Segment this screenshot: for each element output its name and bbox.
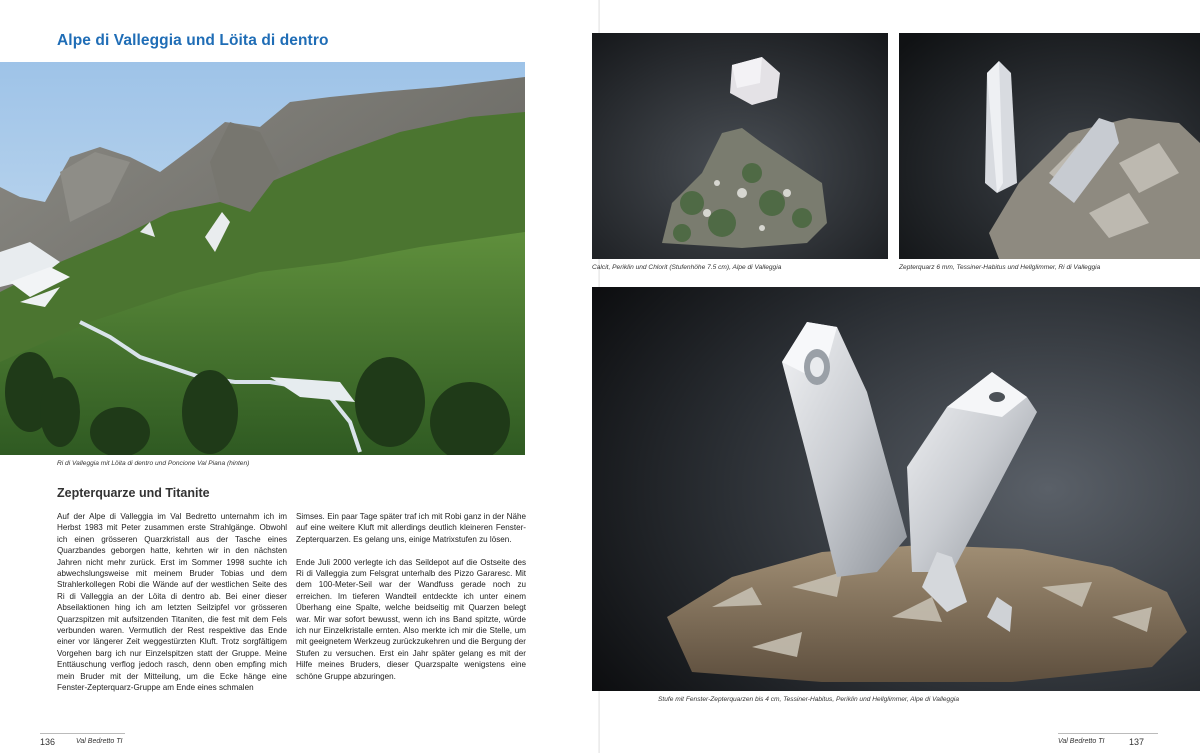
footer-rule bbox=[40, 733, 125, 734]
zepter-quartz-photo bbox=[899, 33, 1200, 259]
fenster-zepter-quartz-photo bbox=[592, 287, 1200, 691]
calcite-caption: Calcit, Periklin und Chlorit (Stufenhöhe 7.5 cm), Alpe di Valleggia bbox=[592, 264, 782, 271]
landscape-photo bbox=[0, 62, 525, 455]
calcite-specimen-photo bbox=[592, 33, 888, 259]
running-head: Val Bedretto TI bbox=[1058, 738, 1105, 745]
fenster-zepter-quartz-caption: Stufe mit Fenster-Zepterquarzen bis 4 cm, Tessiner-Habitus, Periklin und Hellglimmer, Alpe di Valleggia bbox=[658, 696, 960, 703]
footer-rule bbox=[1058, 733, 1158, 734]
text-column-2 bbox=[296, 511, 526, 693]
text-column-1 bbox=[57, 511, 287, 705]
paragraph: Simses. Ein paar Tage später traf ich mit Robi ganz in der Nähe auf eine weitere Kluft mit allerdings deutlich kleineren Fenster-Zepterquarzen. Es gelang uns, einige Matrixstufen zu lösen. bbox=[296, 512, 526, 544]
section-title: Zepterquarze und Titanite bbox=[57, 486, 210, 500]
paragraph: Ende Juli 2000 verlegte ich das Seildepot auf die Ostseite des Ri di Valleggia zum Felsgrat unterhalb des Pizzo Gararesc. Mit dem 100-Meter-Seil war der Wandfuss gerade noch zu erreichen. Im tieferen Wandteil entdeckte ich unter einem Überhang eine Spalte, welche beidseitig mit Quarzen belegt war. Mir war sofort bewusst, wenn ich ins Band spitzte, würde ich nur Einzelkristalle ernten. Also merkte ich mir die Stelle, um mit geeignetem Werkzeug zurückzukehren und die Bergung der Stufen zu versuchen. Erst ein Jahr später gelang es mit der Hilfe meines Bruders, dieser Quarzspalte wenigstens eine schöne Gruppe abzuringen. bbox=[296, 557, 526, 681]
landscape-caption: Ri di Valleggia mit Löita di dentro und Poncione Val Piana (hinten) bbox=[57, 460, 250, 467]
chapter-title: Alpe di Valleggia und Löita di dentro bbox=[57, 32, 329, 49]
page-number: 137 bbox=[1129, 737, 1145, 747]
page-number: 136 bbox=[40, 737, 56, 747]
paragraph: Auf der Alpe di Valleggia im Val Bedretto unternahm ich im Herbst 1983 mit Peter zusammen erste Strahlgänge. Obwohl ich einen grösseren Quarzkristall aus der Tasche eines Quarzbandes geborgen hatte, kehrten wir in den nächsten Jahren nicht mehr zurück. Erst im Sommer 1998 suchte ich abwechslungsweise mit meinem Bruder Tobias und dem Strahlerkollegen Robi die Wände auf der westlichen Seite des Ri di Valleggia an der Löita di dentro ab. Bei einer dieser Abseilaktionen hing ich am letzten Seilzipfel vor grösseren Quarzspitzen mit aufsitzenden Titaniten, die fest mit dem Fels verbunden waren. Vermutlich der Rest respektive das Ende einer vor längerer Zeit weggestürzten Kluft. Trotz sorgfältigem Vorgehen barg ich nur Einzelspitzen statt der Gruppe. Meine Enttäuschung verflog jedoch rasch, denn oben empfing mich mein Bruder mit der Mitteilung, um die Ecke hänge eine Fenster-Zepterquarz-Gruppe am Ende eines schmalen bbox=[57, 512, 287, 693]
zepter-quartz-caption: Zepterquarz 6 mm, Tessiner-Habitus und Hellglimmer, Ri di Valleggia bbox=[899, 264, 1101, 271]
running-head: Val Bedretto TI bbox=[76, 738, 123, 745]
